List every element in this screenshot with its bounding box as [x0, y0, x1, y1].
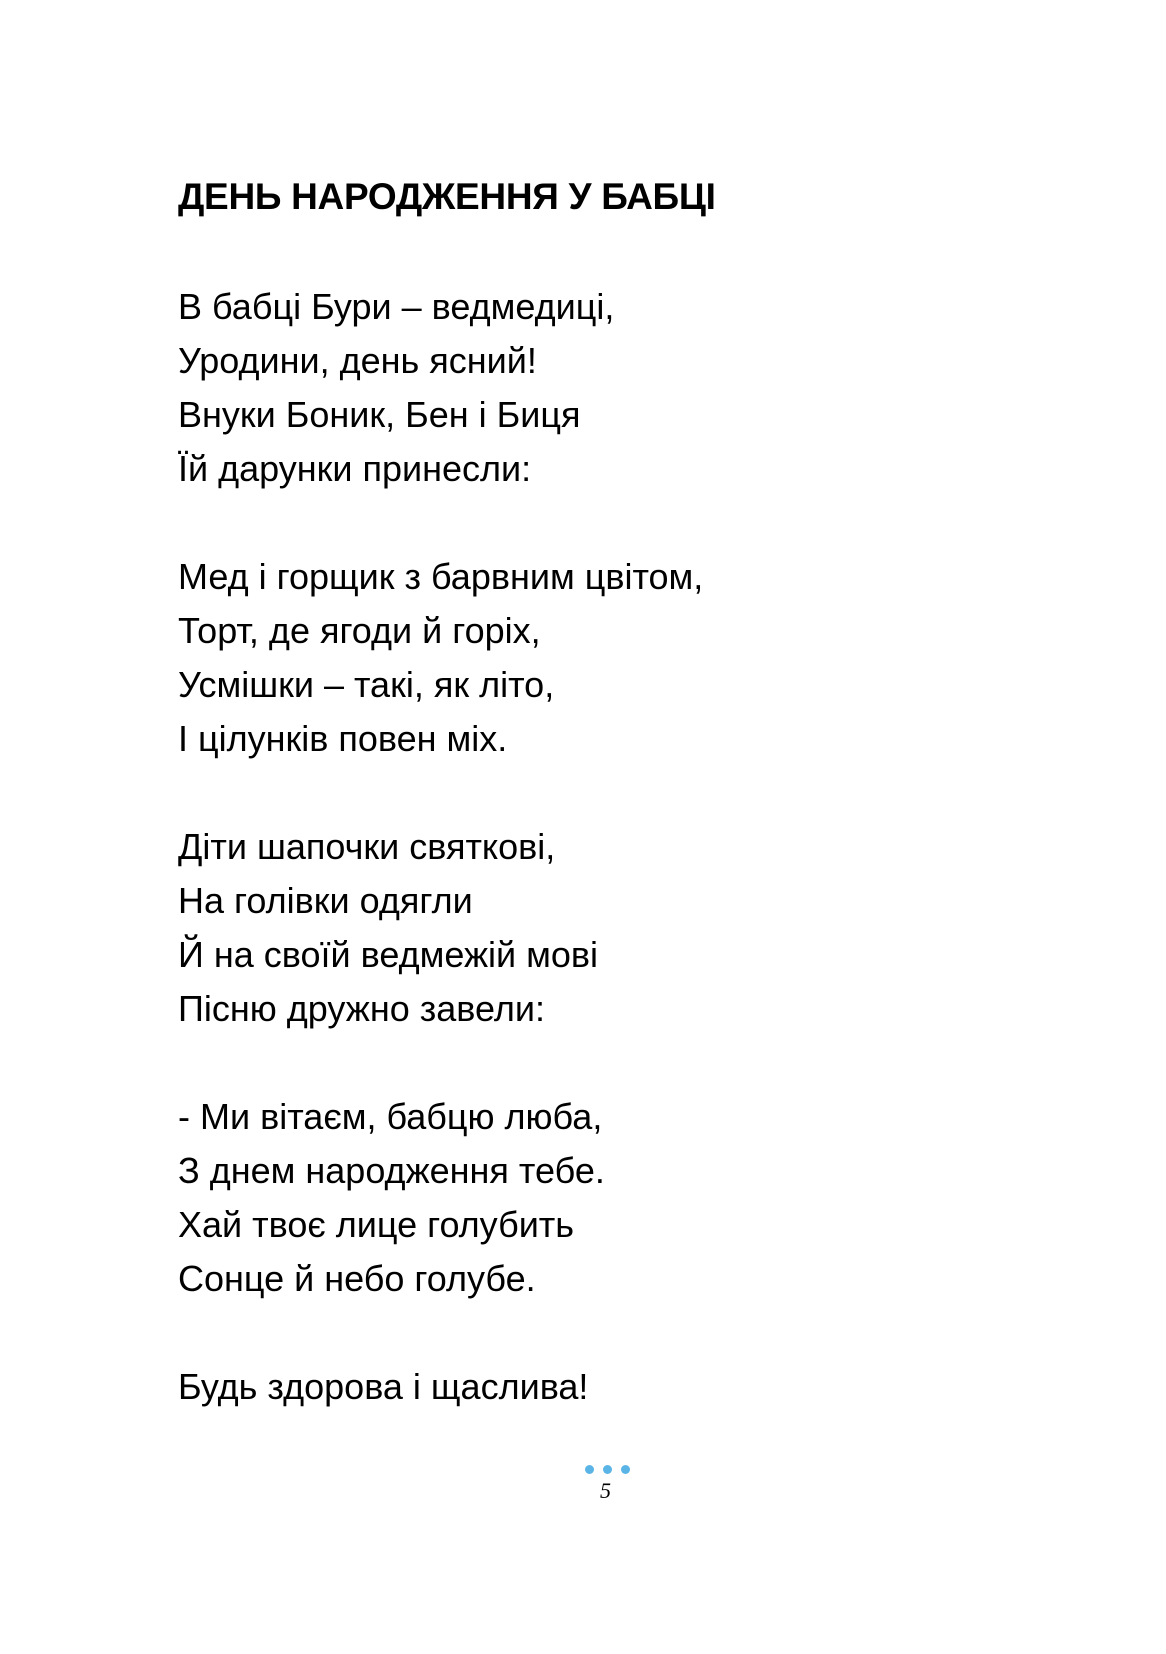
poem-line: - Ми вітаєм, бабцю люба,: [178, 1096, 603, 1137]
poem-line: Пісню дружно завели:: [178, 988, 545, 1029]
poem-line: Хай твоє лице голубить: [178, 1204, 575, 1245]
poem-line: На голівки одягли: [178, 880, 473, 921]
poem-title: ДЕНЬ НАРОДЖЕННЯ У БАБЦІ: [178, 176, 716, 217]
stanza-3: [178, 820, 703, 1036]
poem-line: В бабці Бури – ведмедиці,: [178, 286, 615, 327]
poem-line: Будь здорова і щаслива!: [178, 1366, 589, 1407]
ornament-dot: [603, 1465, 612, 1474]
poem-line: Усмішки – такі, як літо,: [178, 664, 555, 705]
poem-line: І цілунків повен міх.: [178, 718, 508, 759]
ornament-dot: [585, 1465, 594, 1474]
poem-line: Їй дарунки принесли:: [178, 448, 532, 489]
stanza-2: [178, 550, 703, 766]
page-number: 5: [600, 1478, 611, 1503]
ornament-dot: [621, 1465, 630, 1474]
poem-line: З днем народження тебе.: [178, 1150, 605, 1191]
poem-body: [178, 280, 703, 1468]
poem-line: Уродини, день ясний!: [178, 340, 537, 381]
poem-line: Й на своїй ведмежій мові: [178, 934, 599, 975]
poem-line: Внуки Боник, Бен і Биця: [178, 394, 581, 435]
poem-line: Сонце й небо голубе.: [178, 1258, 536, 1299]
poem-line: Мед і горщик з барвним цвітом,: [178, 556, 704, 597]
stanza-4: [178, 1090, 703, 1306]
stanza-5: [178, 1360, 703, 1414]
page-ornament-dots: [585, 1465, 630, 1474]
poem-line: Діти шапочки святкові,: [178, 826, 556, 867]
poem-line: Торт, де ягоди й горіх,: [178, 610, 541, 651]
stanza-1: [178, 280, 703, 496]
